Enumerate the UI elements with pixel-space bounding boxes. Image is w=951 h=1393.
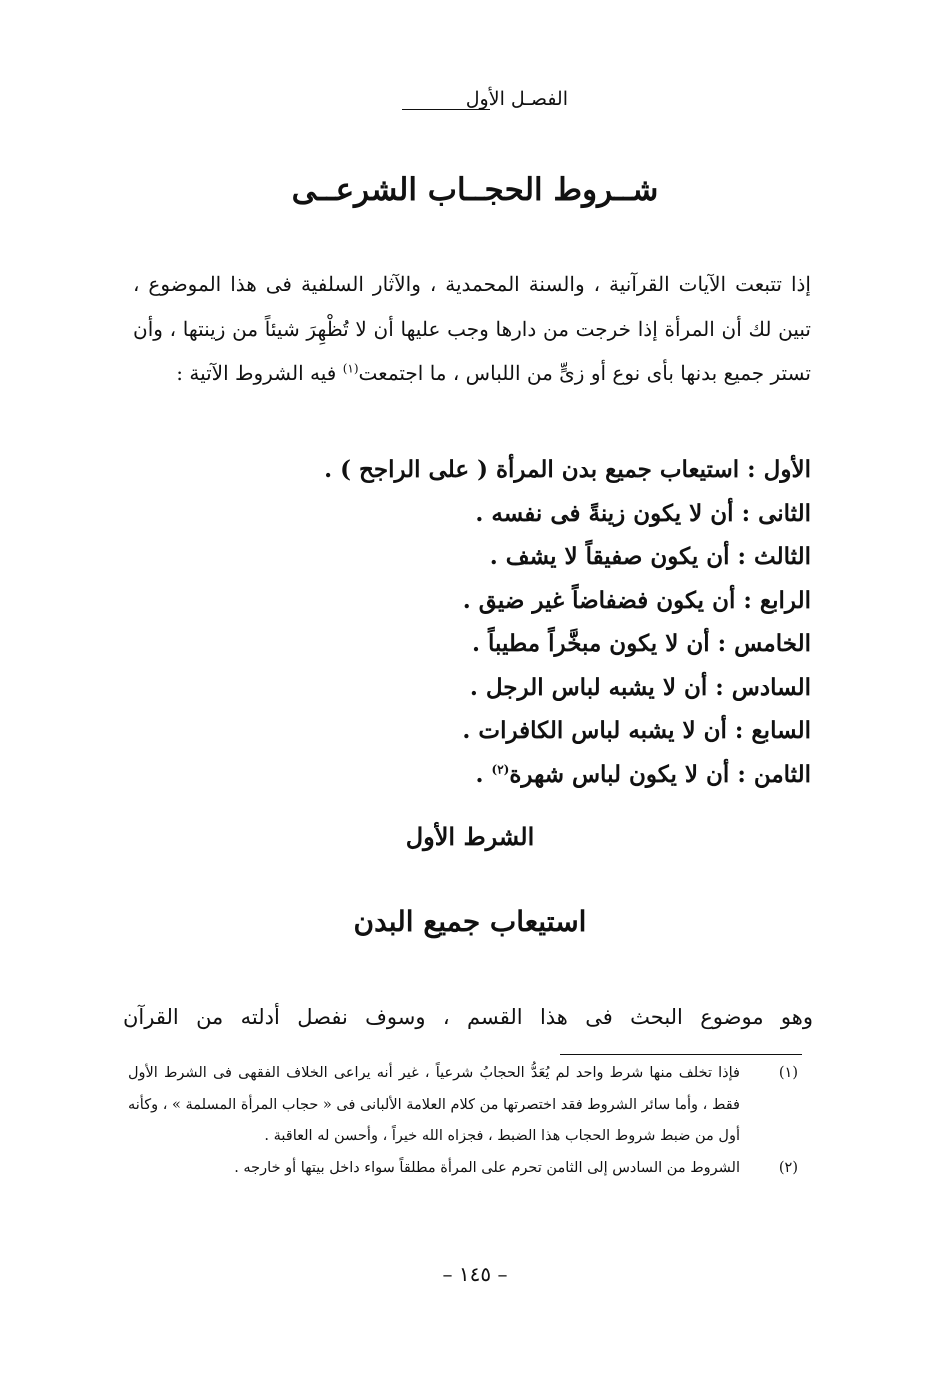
chapter-title: شــروط الحجــاب الشرعــى [291,172,659,208]
footnote-ref-1[interactable]: (١) [342,361,359,376]
footnote-1 [128,1058,818,1153]
running-head [400,88,570,120]
conditions-list [251,448,811,796]
condition-item-2: الثانى : أن لا يكون زينةً فى نفسه . [475,499,811,527]
footnote-2-number: (٢) [778,1159,798,1176]
footnote-separator [560,1054,802,1055]
condition-item-5: الخامس : أن لا يكون مبخَّراً مطيباً . [472,630,811,657]
condition-item-6: السادس : أن لا يشبه لباس الرجل . [469,673,811,701]
section-subheading: استيعاب جميع البدن [353,905,587,938]
condition-item-3: الثالث : أن يكون صفيقاً لا يشف . [489,543,811,570]
footnote-ref-2[interactable]: (٢) [491,761,510,776]
section-heading: الشرط الأول [405,822,535,851]
page-number: – ١٤٥ – [442,1262,508,1286]
condition-item-4: الرابع : أن يكون فضفاضاً غير ضيق . [462,586,811,614]
condition-item-8 [251,753,811,797]
intro-tail: فيه الشروط الآتية : [176,361,343,385]
footnote-1-text: فإذا تخلف منها شرط واحد لم يُعَدُّ الحجابُ شرعياً ، غير أنه يراعى الخلاف الفقهى فى الشرط الأول فقط ، وأما سائر الشروط فقد اختصرتها من كلام العلامة الألبانى فى « حجاب المرأة المسلمة » ، وكأنه أول من ضبط شروط الحجاب هذا الضبط ، فجزاه الله خيراً ، وأحسن له العاقبة . [128,1065,740,1144]
footnote-2 [128,1153,818,1185]
condition-item-7: السابع : أن لا يشبه لباس الكافرات . [462,717,811,744]
footnotes [128,1058,818,1184]
condition-item-1: الأول : استيعاب جميع بدن المرأة ( على الراجح ) . [324,456,811,483]
footnote-2-text: الشروط من السادس إلى الثامن تحرم على المرأة مطلقاً سواء داخل بيتها أو خارجه . [234,1159,740,1176]
body-text-line: وهو موضوع البحث فى هذا القسم ، وسوف نفصل أدلته من القرآن [123,1005,813,1029]
footnote-1-number: (١) [778,1065,798,1081]
running-head-text: الفصـل الأول [465,88,568,110]
running-head-rule [402,109,490,110]
intro-text: إذا تتبعت الآيات القرآنية ، والسنة المحمدية ، والآثار السلفية فى هذا الموضوع ، تبين لك أن المرأة إذا خرجت من دارها وجب عليها أن لا تُظْهِرَ شيئاً من زينتها ، وأن تستر جميع بدنها بأى نوع أو زىٍّ من اللباس ، ما اجتمعت [133,272,811,385]
condition-item-8-tail: . [475,760,492,788]
intro-paragraph [133,262,811,396]
condition-item-8-text: الثامن : أن لا يكون لباس شهرة [509,760,811,788]
